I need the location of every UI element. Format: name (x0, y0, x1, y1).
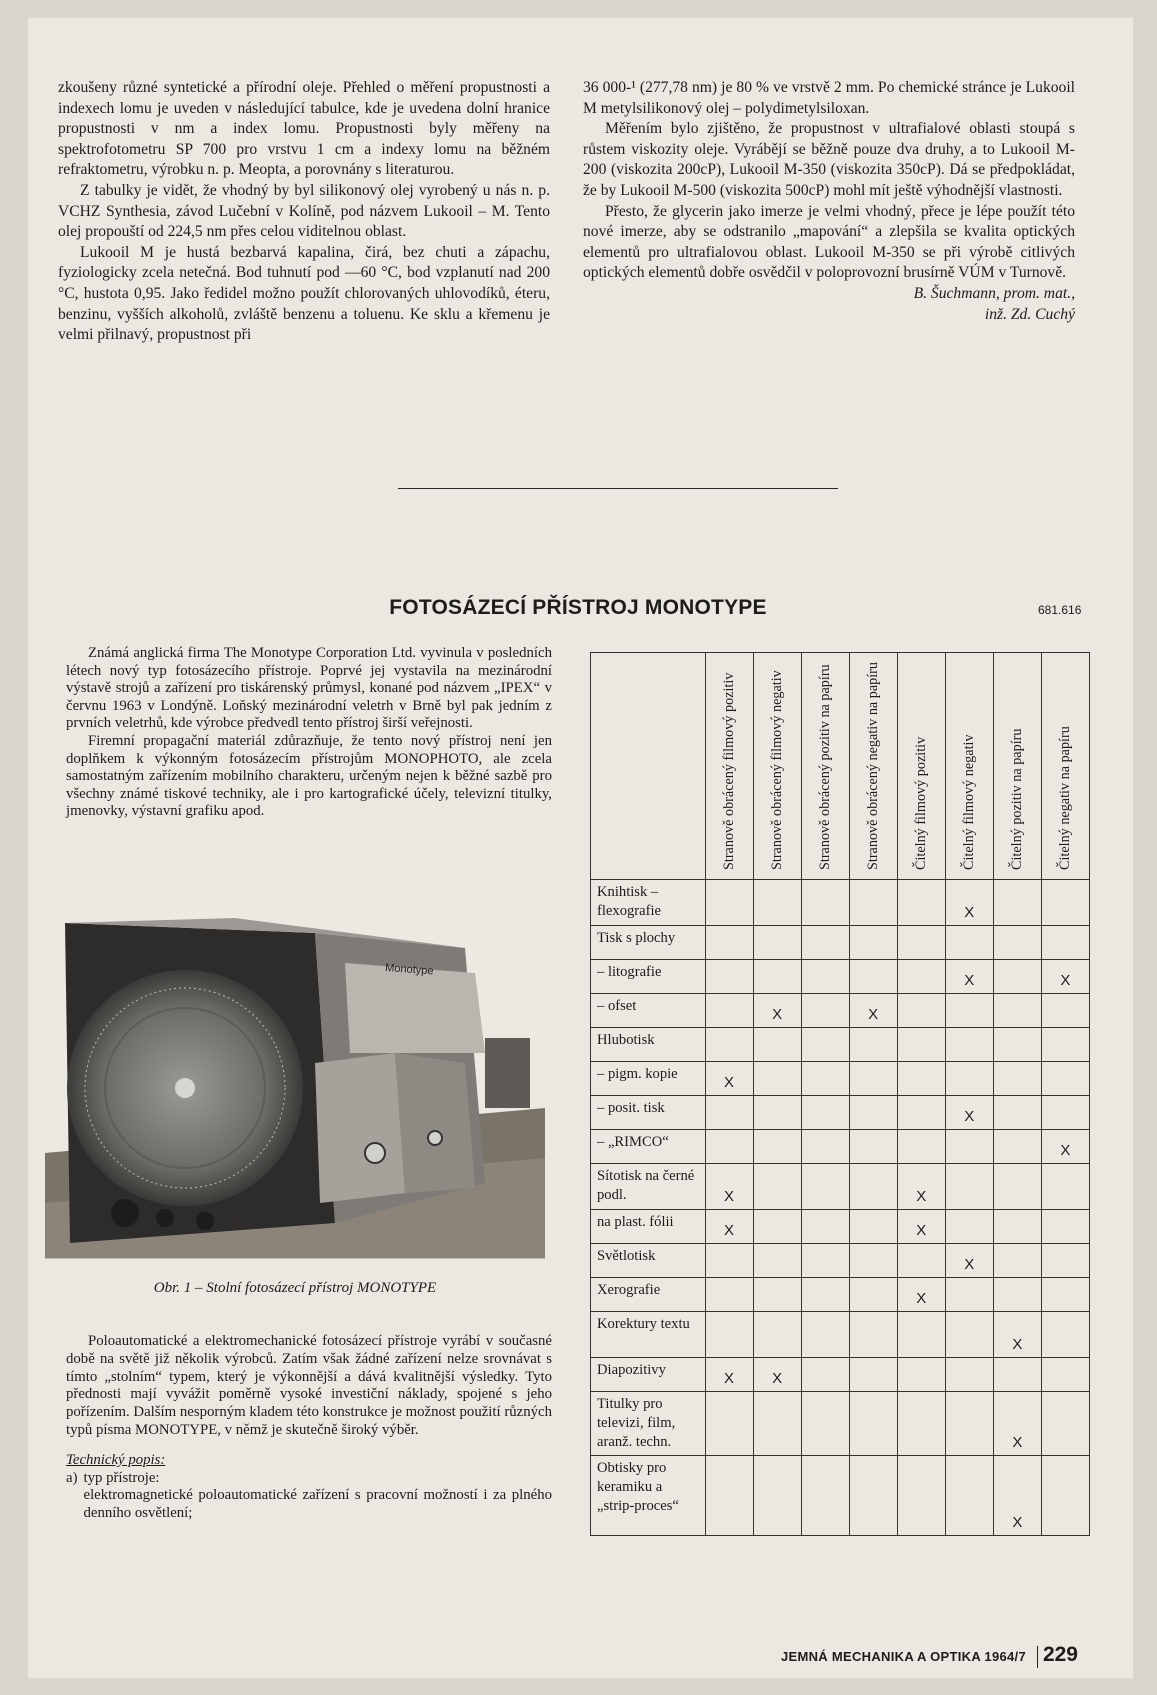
row-label: na plast. fólii (591, 1210, 706, 1244)
mark-cell (897, 1244, 945, 1278)
table-row (591, 880, 1090, 926)
mark-cell (993, 1096, 1041, 1130)
row-label: Knihtisk – flexografie (591, 880, 706, 926)
row-label: – pigm. kopie (591, 1062, 706, 1096)
journal-page (28, 18, 1133, 1678)
mark-cell (897, 1062, 945, 1096)
mark-cell (753, 1244, 801, 1278)
table-row (591, 1164, 1090, 1210)
table-row (591, 1130, 1090, 1164)
mark-cell (849, 1028, 897, 1062)
column-header-label: Stranově obrácený pozitiv na papíru (817, 664, 834, 870)
table-corner-cell (591, 653, 706, 880)
mark-cell (1041, 880, 1089, 926)
mark-cell: X (945, 1096, 993, 1130)
mark-cell: X (705, 1164, 753, 1210)
mark-cell: X (945, 960, 993, 994)
mark-cell: X (993, 1312, 1041, 1358)
mark-cell (897, 1028, 945, 1062)
mark-cell (993, 1062, 1041, 1096)
mark-cell (705, 1130, 753, 1164)
page-footer (740, 1642, 1100, 1672)
mark-cell (705, 1456, 753, 1536)
column-header (897, 653, 945, 880)
mark-cell: X (897, 1278, 945, 1312)
mark-cell (753, 1096, 801, 1130)
mark-cell (945, 994, 993, 1028)
paragraph: Přesto, že glycerin jako imerze je velmi vhodný, přece je lépe použít této nové imerze, aby se odstranilo „mapování“ a zlepšila se kvalita optických elementů pro ultrafialovou oblast. Lukooil M-350 se při výrobě citlivých optických elementů dobře osvědčil v poloprovozní brusírně VÚM v Turnově. (583, 202, 1075, 282)
row-label: Diapozitivy (591, 1358, 706, 1392)
mark-cell (801, 880, 849, 926)
mark-cell (1041, 1244, 1089, 1278)
row-label: – posit. tisk (591, 1096, 706, 1130)
mark-cell (849, 1456, 897, 1536)
mark-cell (897, 1312, 945, 1358)
mark-cell: X (897, 1164, 945, 1210)
mark-cell (993, 1244, 1041, 1278)
column-header (945, 653, 993, 880)
mark-cell (897, 1130, 945, 1164)
tech-heading: Technický popis: (66, 1451, 166, 1468)
column-header (849, 653, 897, 880)
mark-cell (705, 1392, 753, 1456)
section-divider (398, 488, 838, 489)
mark-cell (753, 960, 801, 994)
column-header (801, 653, 849, 880)
mark-cell (801, 994, 849, 1028)
mark-cell (945, 1456, 993, 1536)
article-intro (66, 645, 552, 821)
mark-cell: X (993, 1456, 1041, 1536)
row-label: – litografie (591, 960, 706, 994)
table-row (591, 1392, 1090, 1456)
mark-cell (801, 1456, 849, 1536)
mark-cell (1041, 1358, 1089, 1392)
mark-cell (849, 926, 897, 960)
mark-cell: X (705, 1062, 753, 1096)
mark-cell (705, 1096, 753, 1130)
mark-cell (801, 926, 849, 960)
mark-cell (801, 1028, 849, 1062)
mark-cell (1041, 994, 1089, 1028)
table-row (591, 926, 1090, 960)
mark-cell (1041, 1278, 1089, 1312)
row-label: Korektury textu (591, 1312, 706, 1358)
mark-cell (849, 1392, 897, 1456)
monotype-device-image (45, 903, 545, 1258)
tech-item-title: typ přístroje: (83, 1469, 160, 1486)
mark-cell (945, 1358, 993, 1392)
table-row (591, 960, 1090, 994)
mark-cell (801, 1358, 849, 1392)
table-row (591, 1312, 1090, 1358)
column-header (1041, 653, 1089, 880)
top-right-column (583, 78, 1075, 325)
mark-cell (897, 960, 945, 994)
table-row (591, 1278, 1090, 1312)
column-header-label: Stranově obrácený filmový negativ (769, 670, 786, 870)
row-label: Xerografie (591, 1278, 706, 1312)
mark-cell (1041, 1210, 1089, 1244)
mark-cell (897, 926, 945, 960)
mark-cell (753, 1210, 801, 1244)
footer-divider (1037, 1646, 1038, 1668)
mark-cell: X (849, 994, 897, 1028)
mark-cell: X (945, 1244, 993, 1278)
mark-cell (1041, 926, 1089, 960)
mark-cell (801, 1278, 849, 1312)
mark-cell (993, 880, 1041, 926)
row-label: Tisk s plochy (591, 926, 706, 960)
table-row (591, 1456, 1090, 1536)
mark-cell (945, 1392, 993, 1456)
row-label: Sítotisk na černé podl. (591, 1164, 706, 1210)
mark-cell (897, 1358, 945, 1392)
mark-cell (849, 1244, 897, 1278)
mark-cell: X (753, 994, 801, 1028)
mark-cell (945, 1164, 993, 1210)
mark-cell (753, 880, 801, 926)
mark-cell (993, 1164, 1041, 1210)
mark-cell (993, 1210, 1041, 1244)
figure-caption: Obr. 1 – Stolní fotosázecí přístroj MONOTYPE (153, 1280, 437, 1296)
printing-technique-table (590, 652, 1090, 1536)
mark-cell (801, 1312, 849, 1358)
mark-cell: X (993, 1392, 1041, 1456)
mark-cell (849, 880, 897, 926)
table-row (591, 1210, 1090, 1244)
article-title: FOTOSÁZECÍ PŘÍSTROJ MONOTYPE (389, 596, 767, 619)
mark-cell: X (945, 880, 993, 926)
mark-cell (705, 1028, 753, 1062)
mark-cell: X (705, 1358, 753, 1392)
mark-cell (945, 1028, 993, 1062)
mark-cell (705, 1244, 753, 1278)
mark-cell (849, 960, 897, 994)
mark-cell (993, 1358, 1041, 1392)
mark-cell (705, 926, 753, 960)
author-signature-1: B. Šuchmann, prom. mat., (913, 284, 1075, 302)
tech-item-label: a) (66, 1469, 78, 1486)
mark-cell (849, 1210, 897, 1244)
mark-cell (945, 1062, 993, 1096)
mark-cell (945, 1130, 993, 1164)
mark-cell: X (897, 1210, 945, 1244)
table-row (591, 1096, 1090, 1130)
paragraph: Měřením bylo zjištěno, že propustnost v ultrafialové oblasti stoupá s růstem viskozity oleje. Vyrábějí se běžně pouze dva druhy, a to Lukooil M-200 (viskozita 200cP), Lukooil M-350 (viskozita 350cP). Dá se předpokládat, že by Lukooil M-500 (viskozita 500cP) mohl mít ještě výhodnější vlastnosti. (583, 120, 1075, 199)
row-label: Titulky pro televizi, film, aranž. techn. (591, 1392, 706, 1456)
column-header (993, 653, 1041, 880)
mark-cell: X (705, 1210, 753, 1244)
mark-cell (753, 1062, 801, 1096)
column-header-label: Čitelný filmový negativ (961, 734, 978, 870)
mark-cell (753, 926, 801, 960)
mark-cell (849, 1358, 897, 1392)
mark-cell (849, 1164, 897, 1210)
mark-cell (993, 1130, 1041, 1164)
row-label: Světlotisk (591, 1244, 706, 1278)
row-label: Obtisky pro keramiku a „strip-proces“ (591, 1456, 706, 1536)
table-row (591, 1062, 1090, 1096)
mark-cell (801, 1062, 849, 1096)
column-header-label: Čitelný negativ na papíru (1057, 726, 1074, 870)
column-header-label: Čitelný pozitiv na papíru (1009, 728, 1026, 870)
row-label: Hlubotisk (591, 1028, 706, 1062)
mark-cell (945, 926, 993, 960)
mark-cell (1041, 1096, 1089, 1130)
table-row (591, 1028, 1090, 1062)
mark-cell (897, 1456, 945, 1536)
paragraph: Firemní propagační materiál zdůrazňuje, že tento nový přístroj není jen doplňkem k výkonným fotosázecím přístrojům MONOPHOTO, ale zcela samostatným zařízením mobilního charakteru, určeným nejen k běžné sazbě pro všechny známé tiskové techniky, ale i pro kartografické účely, televizní titulky, jmenovky, výstavní grafiku apod. (66, 732, 552, 820)
tech-item (66, 1470, 552, 1523)
mark-cell (945, 1312, 993, 1358)
mark-cell (801, 1210, 849, 1244)
mark-cell (753, 1164, 801, 1210)
mark-cell (993, 1028, 1041, 1062)
mark-cell (993, 994, 1041, 1028)
mark-cell (849, 1278, 897, 1312)
mark-cell (993, 926, 1041, 960)
mark-cell (993, 1278, 1041, 1312)
mark-cell (849, 1096, 897, 1130)
mark-cell (705, 994, 753, 1028)
table-row (591, 1358, 1090, 1392)
mark-cell (1041, 1062, 1089, 1096)
column-header-label: Stranově obrácený negativ na papíru (865, 661, 882, 870)
row-label: – ofset (591, 994, 706, 1028)
mark-cell (801, 1164, 849, 1210)
mark-cell: X (1041, 1130, 1089, 1164)
column-header-label: Čitelný filmový pozitiv (913, 736, 930, 870)
mark-cell (705, 880, 753, 926)
mark-cell (705, 960, 753, 994)
table-row (591, 994, 1090, 1028)
journal-name: JEMNÁ MECHANIKA A OPTIKA 1964/7 (780, 1649, 1026, 1664)
article-body (66, 1333, 552, 1523)
column-header-label: Stranově obrácený filmový pozitiv (721, 672, 738, 870)
mark-cell (1041, 1164, 1089, 1210)
mark-cell (801, 1096, 849, 1130)
mark-cell: X (1041, 960, 1089, 994)
paragraph: 36 000-¹ (277,78 nm) je 80 % ve vrstvě 2 mm. Po chemické stránce je Lukooil M metylsilikonový olej – polydimetylsiloxan. (583, 79, 1075, 117)
mark-cell (945, 1210, 993, 1244)
device-photo (45, 903, 545, 1259)
mark-cell (897, 994, 945, 1028)
mark-cell (705, 1278, 753, 1312)
paragraph: Poloautomatické a elektromechanické fotosázecí přístroje vyrábí v současné době na světě již několik výrobců. Zatím však žádné zařízení nelze srovnávat s tímto „stolním“ typem, který je výkonnější a dává kvalitnější výsledky. Tyto přednosti mají vyvážit poměrně vysoké investiční náklady, spojené s jeho pořízením. Dalším nesporným kladem této konstrukce je možnost použití různých typů písma MONOTYPE, v němž je skutečně široký výběr. (66, 1333, 552, 1438)
mark-cell (753, 1456, 801, 1536)
mark-cell (993, 960, 1041, 994)
mark-cell (801, 960, 849, 994)
device-brand-label: Monotype (384, 962, 434, 978)
mark-cell (849, 1130, 897, 1164)
author-signature-2: inž. Zd. Cuchý (984, 305, 1075, 323)
row-label: – „RIMCO“ (591, 1130, 706, 1164)
table-row (591, 1244, 1090, 1278)
top-left-column (58, 78, 550, 346)
mark-cell (1041, 1392, 1089, 1456)
paragraph: zkoušeny různé syntetické a přírodní oleje. Přehled o měření propustnosti a indexech lomu je uveden v následující tabulce, kde je uvedena dolní hranice propustnosti v nm a index lomu. Propustnosti byly měřeny na spektrofotometru SP 700 pro vrstvu 1 cm a indexy lomu na běžném refraktometru, výrobku n. p. Meopta, a porovnány s literaturou. (58, 79, 550, 179)
mark-cell (705, 1312, 753, 1358)
mark-cell (1041, 1312, 1089, 1358)
mark-cell (1041, 1456, 1089, 1536)
column-header (753, 653, 801, 880)
mark-cell: X (753, 1358, 801, 1392)
table-header-row (591, 653, 1090, 880)
mark-cell (753, 1278, 801, 1312)
paragraph: Lukooil M je hustá bezbarvá kapalina, čirá, bez chuti a zápachu, fyziologicky zcela netečná. Bod tuhnutí pod —60 °C, bod vzplanutí nad 200 °C, hustota 0,95. Jako ředidel možno použít chlorovaných uhlovodíků, éteru, benzinu, vyšších alkoholů, zvláště benzenu a toluenu. Ke sklu a křemenu je velmi přilnavý, propustnost při (58, 243, 550, 344)
tech-item-text: elektromagnetické poloautomatické zařízení s pracovní možností i za plného denního osvětlení; (83, 1487, 552, 1522)
mark-cell (897, 880, 945, 926)
mark-cell (801, 1130, 849, 1164)
mark-cell (753, 1028, 801, 1062)
mark-cell (801, 1392, 849, 1456)
mark-cell (849, 1062, 897, 1096)
mark-cell (753, 1130, 801, 1164)
udc-code: 681.616 (1038, 603, 1082, 617)
mark-cell (753, 1392, 801, 1456)
paragraph: Z tabulky je vidět, že vhodný by byl silikonový olej vyrobený u nás n. p. VCHZ Synthesia, závod Lučební v Kolíně, pod názvem Lukooil – M. Tento olej propouští od 224,5 nm přes celou viditelnou oblast. (58, 181, 550, 241)
mark-cell (897, 1392, 945, 1456)
page-number: 229 (1042, 1643, 1078, 1666)
mark-cell (753, 1312, 801, 1358)
mark-cell (1041, 1028, 1089, 1062)
mark-cell (897, 1096, 945, 1130)
mark-cell (801, 1244, 849, 1278)
paragraph: Známá anglická firma The Monotype Corporation Ltd. vyvinula v posledních létech nový typ fotosázecího přístroje. Poprvé jej vystavila na mezinárodní výstavě strojů a zařízení pro tiskárenský průmysl, konané pod názvem „IPEX“ v červnu 1963 v Londýně. Loňský mezinárodní veletrh v Brně byl pak jedním z prvních veletrhů, kde výrobce předvedl tento přístroj širší veřejnosti. (66, 645, 552, 732)
column-header (705, 653, 753, 880)
mark-cell (945, 1278, 993, 1312)
mark-cell (849, 1312, 897, 1358)
